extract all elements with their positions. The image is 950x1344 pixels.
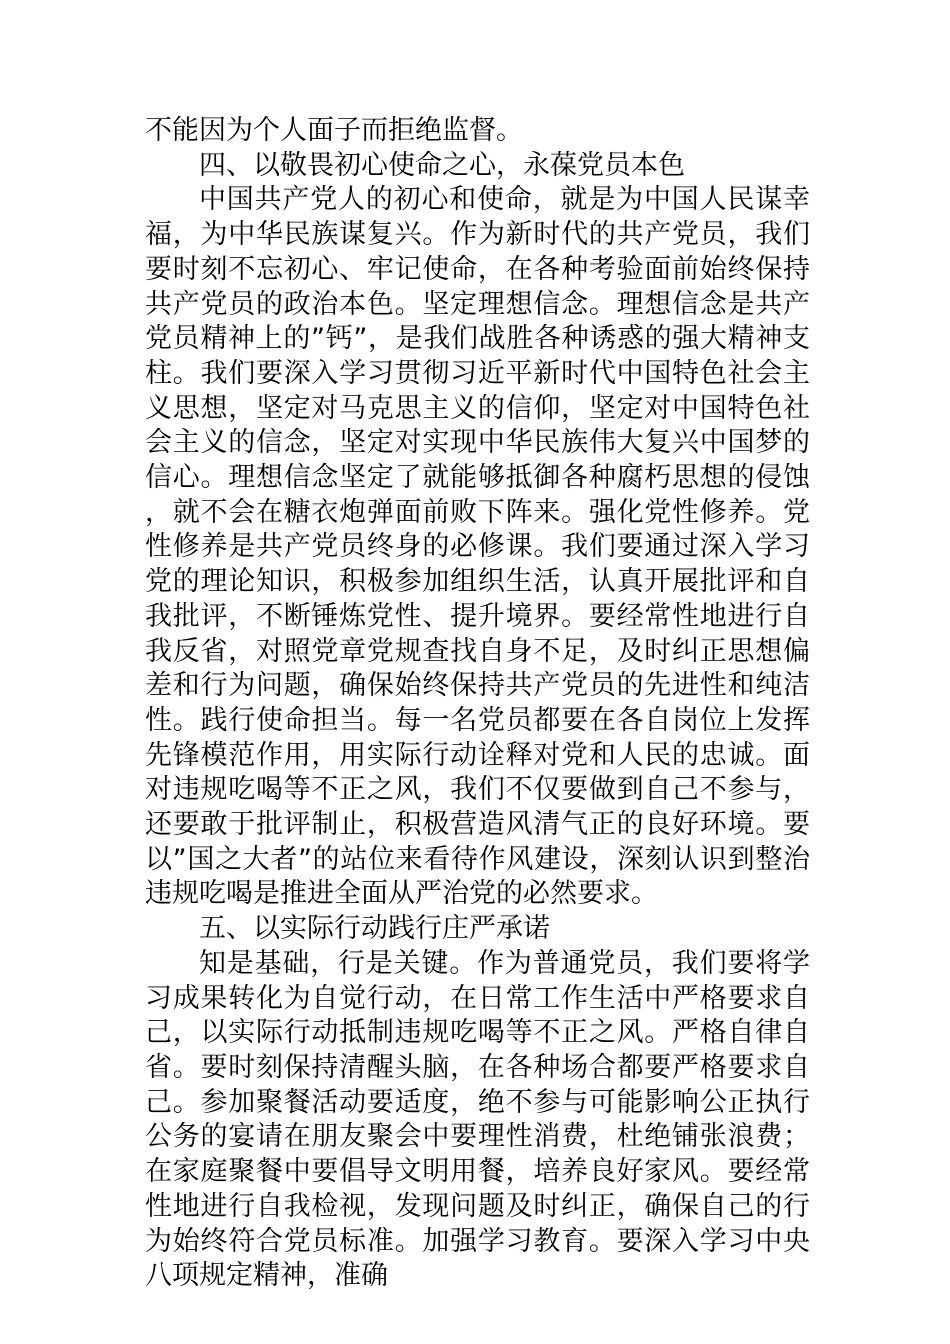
section-5-heading: 五、以实际行动践行庄严承诺 <box>199 913 550 945</box>
section-5-paragraph: 知是基础，行是关键。作为普通党员，我们要将学习成果转化为自觉行动，在日常工作生活中严格要求自己，以实际行动抵制违规吃喝等不正之风。严格自律自省。要时刻保持清醒头脑，在各种场合都要严格要求自己。参加聚餐活动要适度，绝不参与可能影响公正执行公务的宴请在朋友聚会中要理性消费，杜绝铺张浪费；在家庭聚餐中要倡导文明用餐，培养良好家风。要经常性地进行自我检视，发现问题及时纠正，确保自己的行为始终符合党员标准。加强学习教育。要深入学习中央八项规定精神，准确 <box>145 947 810 1292</box>
section-4-heading: 四、以敬畏初心使命之心，永葆党员本色 <box>199 149 685 181</box>
document-body <box>145 114 810 1294</box>
section-4-paragraph: 中国共产党人的初心和使命，就是为中国人民谋幸福，为中华民族谋复兴。作为新时代的共产党员，我们要时刻不忘初心、牢记使命，在各种考验面前始终保持共产党员的政治本色。坚定理想信念。理想信念是共产党员精神上的”钙”，是我们战胜各种诱惑的强大精神支柱。我们要深入学习贯彻习近平新时代中国特色社会主义思想，坚定对马克思主义的信仰，坚定对中国特色社会主义的信念，坚定对实现中华民族伟大复兴中国梦的信心。理想信念坚定了就能够抵御各种腐朽思想的侵蚀，就不会在糖衣炮弹面前败下阵来。强化党性修养。党性修养是共产党员终身的必修课。我们要通过深入学习党的理论知识，积极参加组织生活，认真开展批评和自我批评，不断锤炼党性、提升境界。要经常性地进行自我反省，对照党章党规查找自身不足，及时纠正思想偏差和行为问题，确保始终保持共产党员的先进性和纯洁性。践行使命担当。每一名党员都要在各自岗位上发挥先锋模范作用，用实际行动诠释对党和人民的忠诚。面对违规吃喝等不正之风，我们不仅要做到自己不参与，还要敢于批评制止，积极营造风清气正的良好环境。要以”国之大者”的站位来看待作风建设，深刻认识到整治违规吃喝是推进全面从严治党的必然要求。 <box>145 184 810 910</box>
continuation-paragraph: 不能因为个人面子而拒绝监督。 <box>145 115 523 146</box>
